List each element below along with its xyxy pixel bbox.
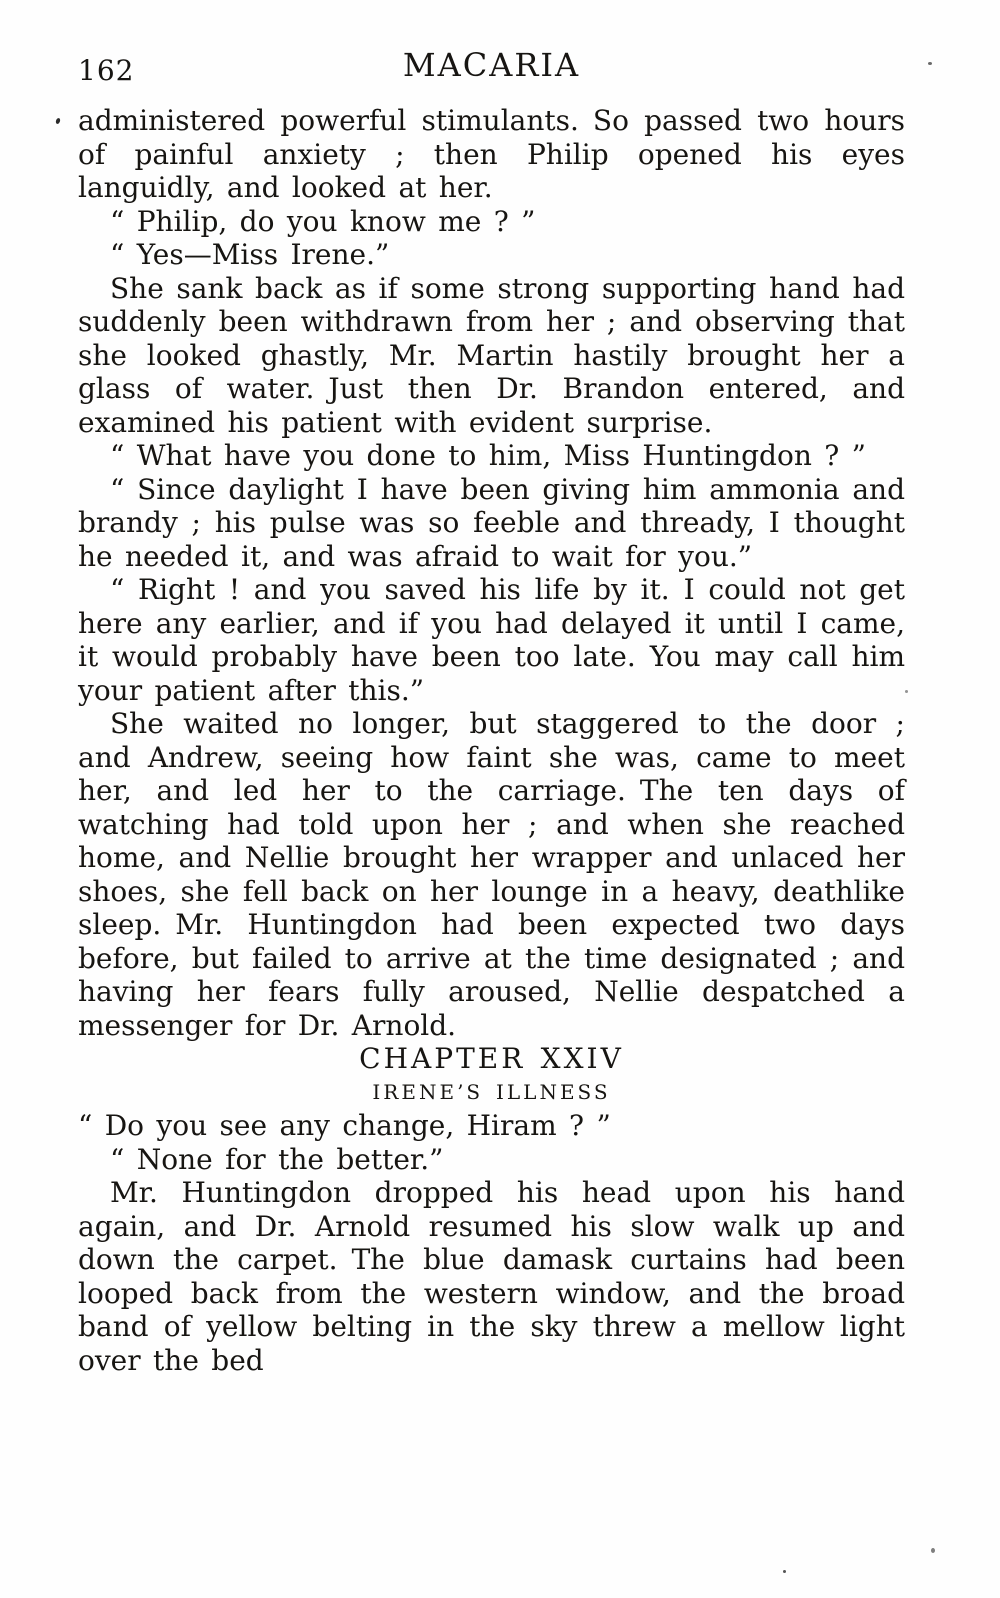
chapter-subheading: IRENE’S ILLNESS bbox=[372, 1079, 611, 1104]
scan-speck bbox=[905, 690, 908, 693]
scan-speck bbox=[55, 117, 61, 124]
dialogue-paragraph: “ None for the better.” bbox=[110, 1142, 444, 1176]
running-title: MACARIA bbox=[402, 46, 581, 84]
dialogue-paragraph: “ Right ! and you saved his life by it. I could not get here any earlier, and if you had delayed it until I came, it would probably have been too late. You may call him your patient after this.” bbox=[78, 573, 905, 707]
body-paragraph: She waited no longer, but staggered to the door ; and Andrew, seeing how faint she was, came to meet her, and led her to the carriage. The ten days of watching had told upon her ; and when she reached home, and Nellie brought her wrapper and unlaced her shoes, she fell back on her lounge in a heavy, deathlike sleep. Mr. Huntingdon had been expected two days before, but failed to arrive at the time designated ; and having her fears fully aroused, Nellie despatched a messenger for Dr. Arnold. bbox=[78, 707, 905, 1042]
scan-speck bbox=[783, 1570, 786, 1573]
dialogue-paragraph: “ Do you see any change, Hiram ? ” bbox=[78, 1109, 611, 1142]
dialogue-paragraph: “ What have you done to him, Miss Huntingdon ? ” bbox=[110, 439, 866, 472]
chapter-heading: CHAPTER XXIV bbox=[359, 1042, 624, 1075]
running-head bbox=[78, 46, 905, 90]
body-text bbox=[78, 104, 905, 1377]
dialogue-paragraph: “ Yes—Miss Irene.” bbox=[110, 238, 390, 271]
dialogue-paragraph: “ Since daylight I have been giving him ammonia and brandy ; his pulse was so feeble and thready, I thought he needed it, and was afraid to wait for you.” bbox=[78, 472, 905, 573]
body-paragraph: administered powerful stimulants. So passed two hours of painful anxiety ; then Philip opened his eyes languidly, and looked at her. bbox=[78, 104, 905, 204]
body-paragraph: She sank back as if some strong supporting hand had suddenly been withdrawn from her ; and observing that she looked ghastly, Mr. Martin hastily brought her a glass of water. Just then Dr. Brandon entered, and examined his patient with evident surprise. bbox=[78, 271, 905, 439]
page-number: 162 bbox=[78, 54, 135, 87]
scan-speck bbox=[928, 62, 932, 65]
scan-speck bbox=[931, 1548, 935, 1553]
dialogue-paragraph: “ Philip, do you know me ? ” bbox=[110, 204, 536, 238]
body-paragraph: Mr. Huntingdon dropped his head upon his hand again, and Dr. Arnold resumed his slow walk up and down the carpet. The blue damask curtains had been looped back from the western window, and the broad band of yellow belting in the sky threw a mellow light over the bed bbox=[78, 1176, 905, 1377]
